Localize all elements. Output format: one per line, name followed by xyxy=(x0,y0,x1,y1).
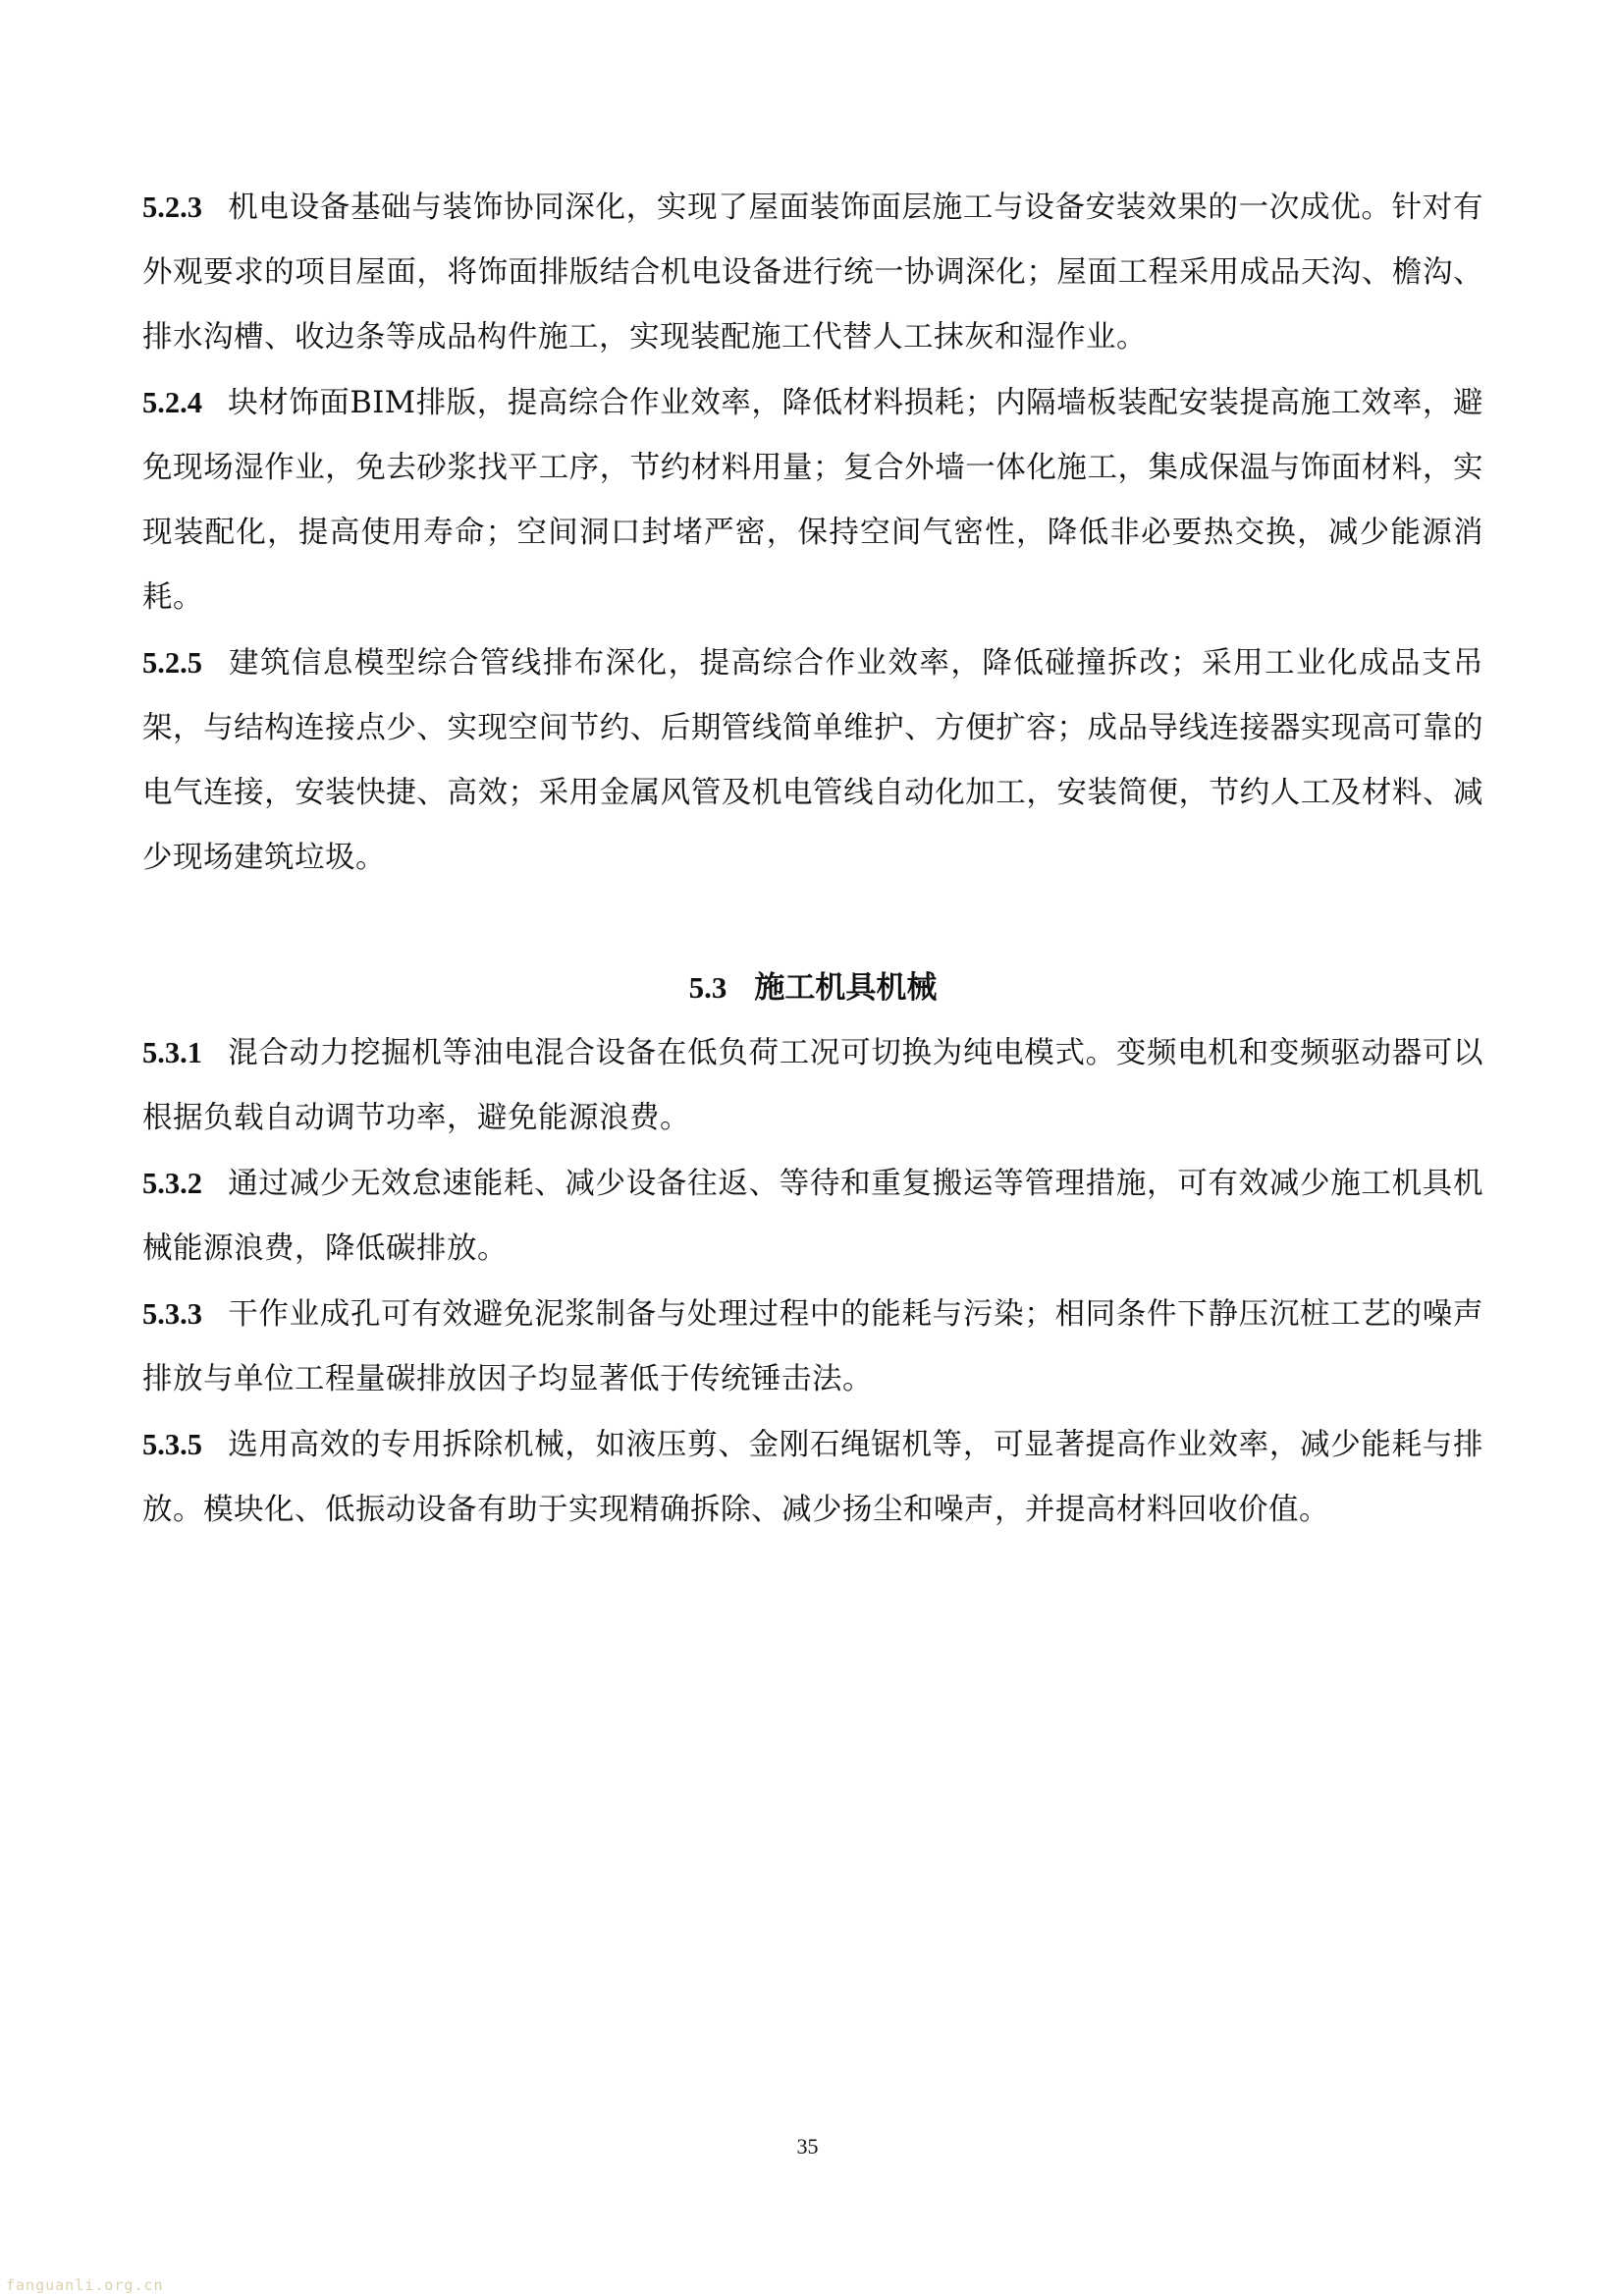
clause-text: 块材饰面BIM排版，提高综合作业效率，降低材料损耗；内隔墙板装配安装提高施工效率，避免现场湿作业，免去砂浆找平工序，节约材料用量；复合外墙一体化施工，集成保温与饰面材料，实现装配化，提高使用寿命；空间洞口封堵严密，保持空间气密性，降低非必要热交换，减少能源消耗。 xyxy=(142,386,1483,615)
clause-5-2-4 xyxy=(142,370,1483,630)
clause-number: 5.3.2 xyxy=(142,1167,202,1200)
clause-text: 选用高效的专用拆除机械，如液压剪、金刚石绳锯机等，可显著提高作业效率，减少能耗与排放。模块化、低振动设备有助于实现精确拆除、减少扬尘和噪声，并提高材料回收价值。 xyxy=(142,1428,1483,1527)
section-heading xyxy=(142,956,1483,1020)
clause-text: 机电设备基础与装饰协同深化，实现了屋面装饰面层施工与设备安装效果的一次成优。针对有外观要求的项目屋面，将饰面排版结合机电设备进行统一协调深化；屋面工程采用成品天沟、檐沟、排水沟槽、收边条等成品构件施工，实现装配施工代替人工抹灰和湿作业。 xyxy=(142,191,1483,355)
clause-5-2-5 xyxy=(142,630,1483,891)
clause-text: 通过减少无效怠速能耗、减少设备往返、等待和重复搬运等管理措施，可有效减少施工机具机械能源浪费，降低碳排放。 xyxy=(142,1167,1483,1266)
source-watermark: fanguanli.org.cn xyxy=(6,2276,164,2294)
clause-5-2-3 xyxy=(142,175,1483,370)
clause-5-3-5 xyxy=(142,1412,1483,1543)
page-number: 35 xyxy=(796,2134,819,2159)
clause-text: 混合动力挖掘机等油电混合设备在低负荷工况可切换为纯电模式。变频电机和变频驱动器可以根据负载自动调节功率，避免能源浪费。 xyxy=(142,1036,1483,1135)
clause-number: 5.2.4 xyxy=(142,386,202,419)
section-title: 施工机具机械 xyxy=(754,970,938,1006)
clause-text: 干作业成孔可有效避免泥浆制备与处理过程中的能耗与污染；相同条件下静压沉桩工艺的噪声排放与单位工程量碳排放因子均显著低于传统锤击法。 xyxy=(142,1297,1483,1396)
clause-number: 5.3.5 xyxy=(142,1428,202,1461)
clause-5-3-3 xyxy=(142,1282,1483,1412)
clause-5-3-2 xyxy=(142,1151,1483,1282)
clause-number: 5.2.5 xyxy=(142,646,202,680)
page-content xyxy=(142,175,1483,1543)
clause-number: 5.2.3 xyxy=(142,191,202,224)
clause-5-3-1 xyxy=(142,1020,1483,1151)
section-number: 5.3 xyxy=(688,970,727,1005)
clause-number: 5.3.1 xyxy=(142,1036,202,1069)
clause-text: 建筑信息模型综合管线排布深化，提高综合作业效率，降低碰撞拆改；采用工业化成品支吊架，与结构连接点少、实现空间节约、后期管线简单维护、方便扩容；成品导线连接器实现高可靠的电气连接，安装快捷、高效；采用金属风管及机电管线自动化加工，安装简便，节约人工及材料、减少现场建筑垃圾。 xyxy=(142,646,1483,875)
clause-number: 5.3.3 xyxy=(142,1297,202,1331)
